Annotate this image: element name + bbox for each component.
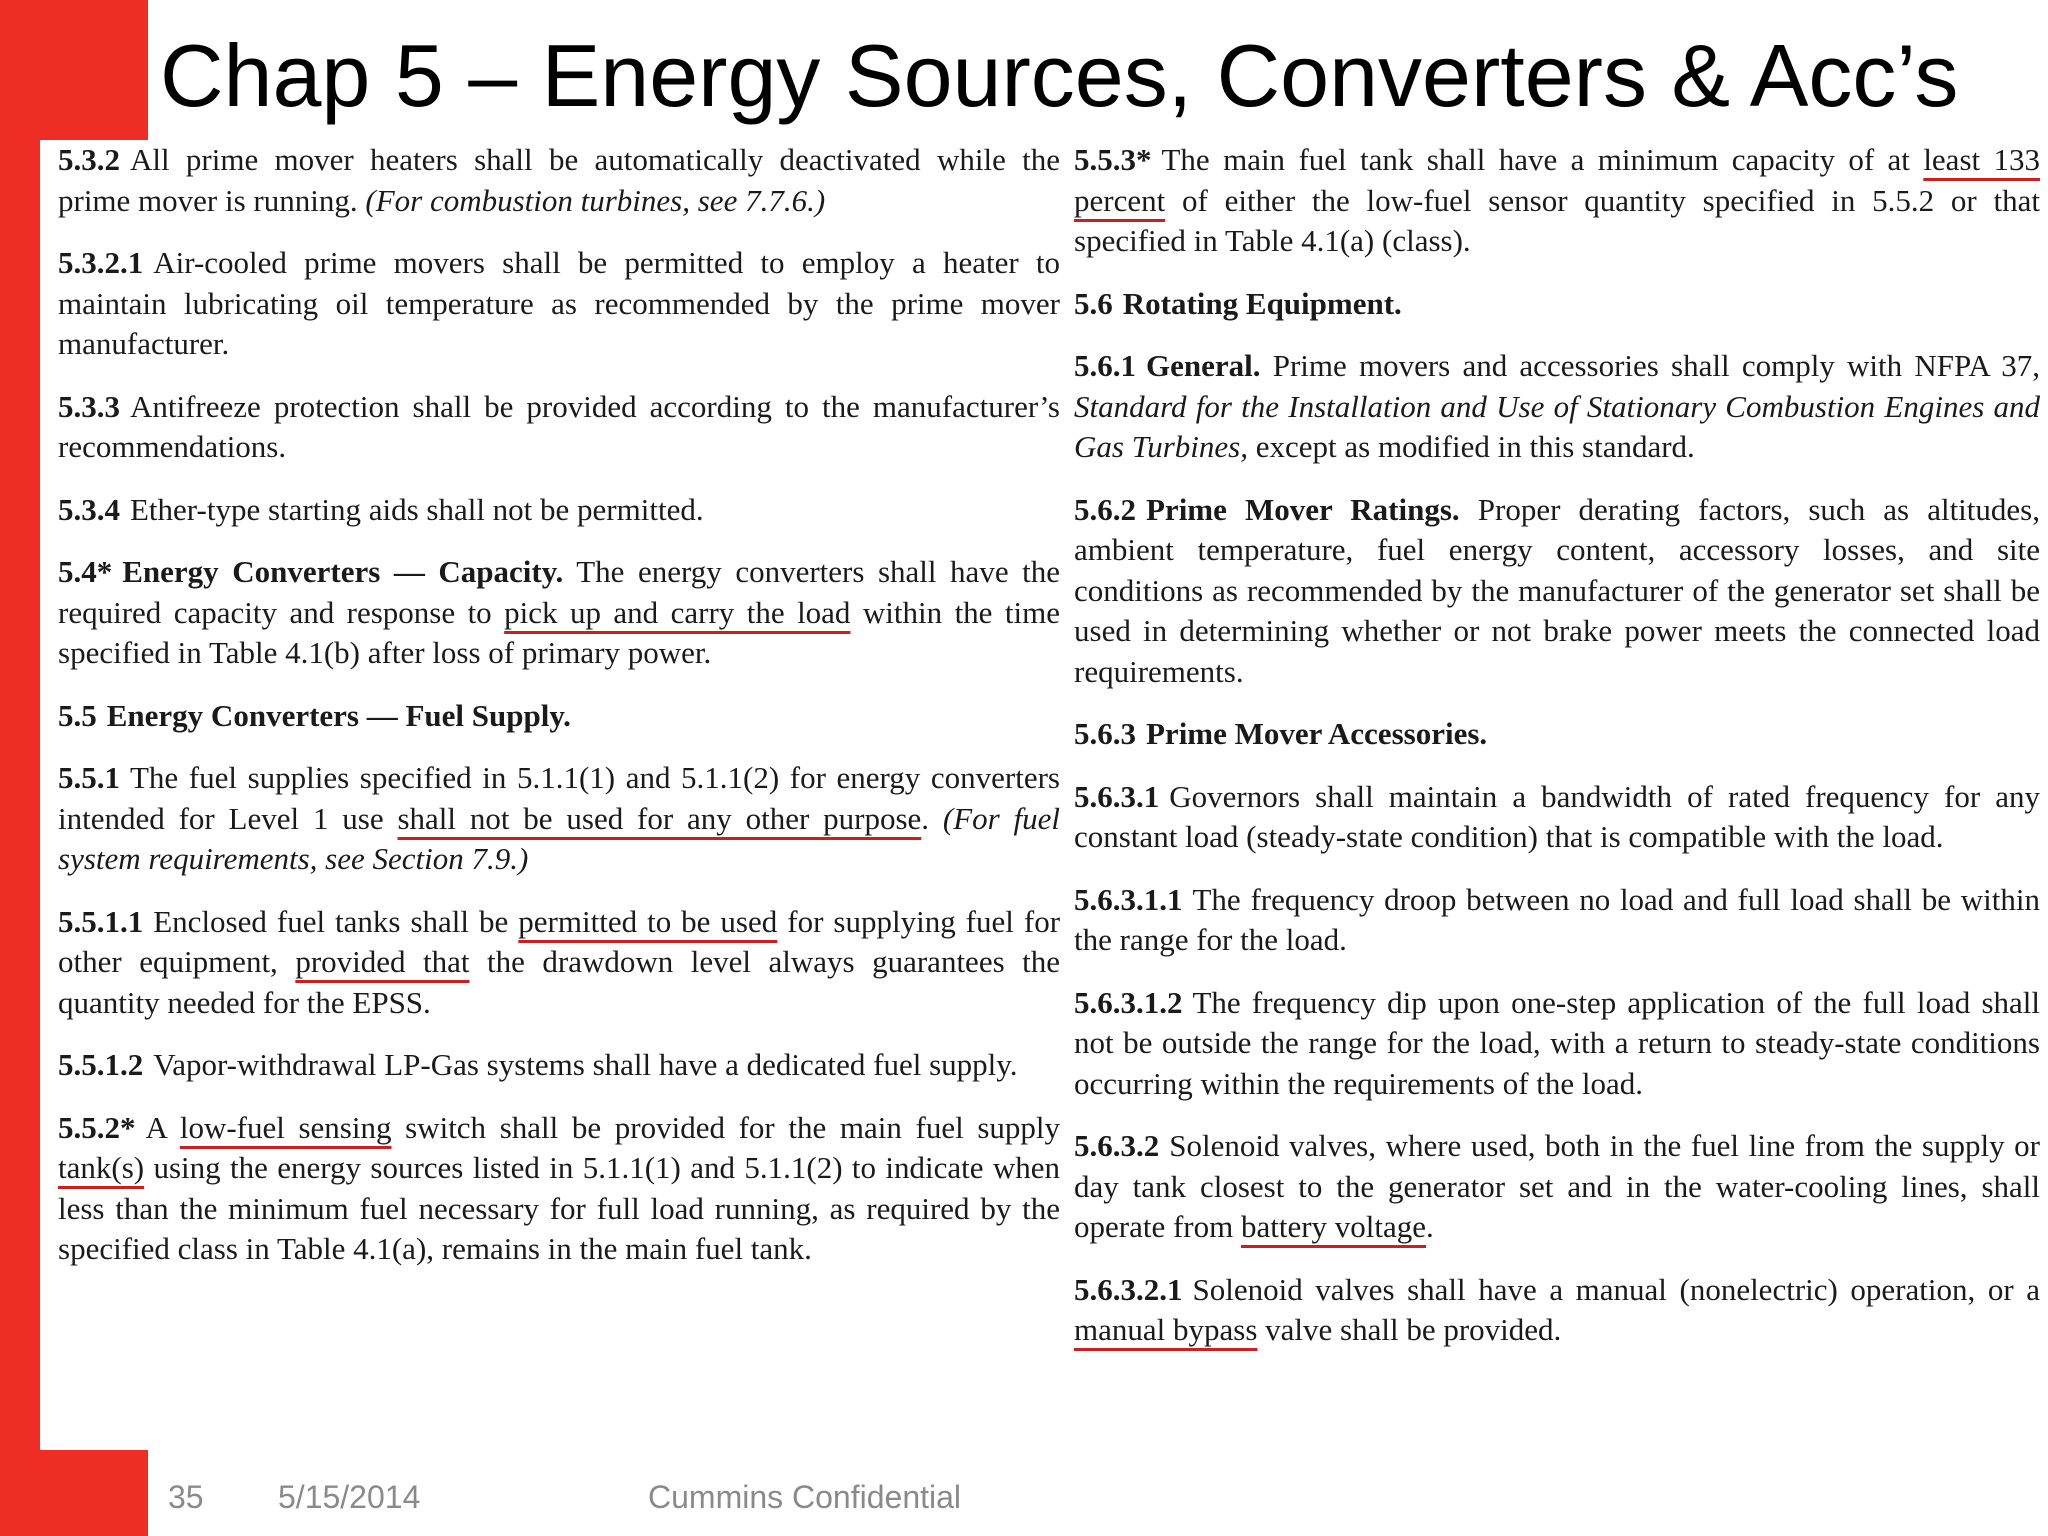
para-5-5-1-2: 5.5.1.2 Vapor-withdrawal LP-Gas systems shall have a dedicated fuel supply. (58, 1047, 1018, 1082)
footer-date: 5/15/2014 (278, 1479, 421, 1515)
para-5-3-3: 5.3.3 Antifreeze protection shall be provided according to the manufacturer’s recommendations. (58, 388, 1060, 464)
para-5-6-3-1-2: 5.6.3.1.2 The frequency dip upon one-step application of the full load shall not be outside the range for the load, with a return to steady-state conditions occurring within the requirements of the load. (1074, 984, 2040, 1101)
para-5-4: 5.4* Energy Converters — Capacity. The energy converters shall have the required capacity and response to pick up and carry the load within the time specified in Table 4.1(b) after loss of primary power. (58, 554, 1060, 670)
para-5-5: 5.5 Energy Converters — Fuel Supply. (58, 697, 571, 733)
para-5-6-2: 5.6.2 Prime Mover Ratings. Proper derating factors, such as altitudes, ambient temperature, fuel energy content, accessory losses, and site conditions as recommended by the manufacturer of the generator set shall be used in determining whether or not brake power meets the connected load requirements. (1074, 491, 2040, 689)
para-5-5-1-1: 5.5.1.1 Enclosed fuel tanks shall be permitted to be used for supplying fuel for other equipment, provided that the drawdown level always guarantees the quantity needed for the EPSS. (58, 903, 1061, 1020)
para-5-3-2: 5.3.2 All prime mover heaters shall be automatically deactivated while the prime mover is running. (For combustion turbines, see 7.7.6.) (58, 142, 1060, 218)
highlight-underline: battery voltage (1240, 1209, 1427, 1244)
para-5-5-1: 5.5.1 The fuel supplies specified in 5.1.1(1) and 5.1.1(2) for energy converters intended for Level 1 use shall not be used for any other purpose. (For fuel system requirements, see Section 7.9.) (58, 760, 1061, 876)
highlight-underline: provided that (295, 944, 470, 979)
highlight-underline: tank(s) (58, 1150, 145, 1185)
para-5-5-2: 5.5.2* A low-fuel sensing switch shall be provided for the main fuel supply tank(s) using the energy sources listed in 5.1.1(1) and 5.1.1(2) to indicate when less than the minimum fuel necessary for full load running, as required by the specified class in Table 4.1(a), remains in the main fuel tank. (58, 1109, 1060, 1266)
para-5-6-1: 5.6.1 General. Prime movers and accessories shall comply with NFPA 37, Standard for the Installation and Use of Stationary Combustion Engines and Gas Turbines, except as modified in this standard. (1074, 348, 2041, 464)
highlight-underline: low-fuel sensing (179, 1109, 392, 1145)
para-5-6-3-1-1: 5.6.3.1.1 The frequency droop between no load and full load shall be within the range for the load. (1074, 881, 2040, 957)
para-5-6-3: 5.6.3 Prime Mover Accessories. (1074, 716, 1488, 751)
highlight-underline: manual bypass (1074, 1312, 1258, 1347)
right-column (1074, 140, 2040, 1373)
para-5-6-3-2: 5.6.3.2 Solenoid valves, where used, both in the fuel line from the supply or day tank closest to the generator set and in the water-cooling lines, shall operate from battery voltage. (1074, 1128, 2040, 1244)
highlight-underline: least 133 percent (1074, 142, 2041, 218)
highlight-underline: shall not be used for any other purpose (397, 800, 922, 836)
left-column (58, 140, 1060, 1292)
para-5-6: 5.6 Rotating Equipment. (1074, 285, 1402, 321)
document-scan (40, 140, 2048, 1450)
para-5-6-3-1: 5.6.3.1 Governors shall maintain a bandwidth of rated frequency for any constant load (steady-state condition) that is compatible with the load. (1074, 778, 2040, 854)
para-5-3-4: 5.3.4 Ether-type starting aids shall not be permitted. (58, 491, 704, 527)
highlight-underline: permitted to be used (518, 903, 778, 939)
highlight-underline: pick up and carry the load (504, 594, 851, 630)
slide-title: Chap 5 – Energy Sources, Converters & Acc’s (160, 26, 1959, 125)
para-5-5-3: 5.5.3* The main fuel tank shall have a minimum capacity of at least 133 percent of either the low-fuel sensor quantity specified in 5.5.2 or that specified in Table 4.1(a) (class). (1074, 142, 2041, 258)
footer-confidential: Cummins Confidential (648, 1479, 962, 1515)
footer-page-number: 35 (168, 1479, 204, 1515)
para-5-3-2-1: 5.3.2.1 Air-cooled prime movers shall be permitted to employ a heater to maintain lubricating oil temperature as recommended by the prime mover manufacturer. (58, 245, 1060, 361)
para-5-6-3-2-1: 5.6.3.2.1 Solenoid valves shall have a manual (nonelectric) operation, or a manual bypass valve shall be provided. (1074, 1271, 2040, 1347)
